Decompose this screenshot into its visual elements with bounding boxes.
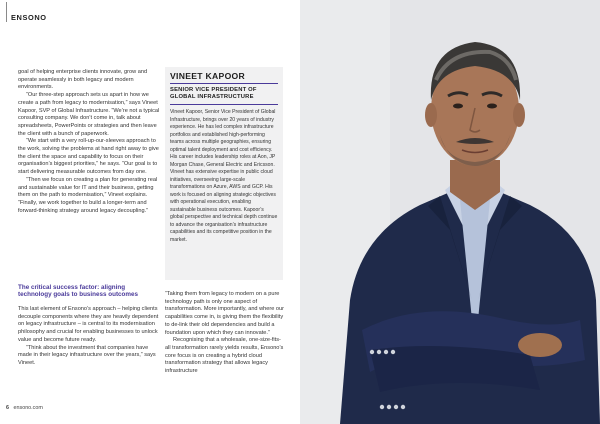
bio-box [165, 67, 283, 280]
paragraph: “Taking them from legacy to modern on a pure technology path is only one aspect of transformation. More importantly, and where our capabilities come in, is giving them the flexibility to de-link their old dependencies and build a foundation upon which they can innovate.” [165, 291, 284, 336]
paragraph: “Then we focus on creating a plan for generating real and sustainable value for IT and their business, getting them on the path to modernisation,” Vineet explains. “Finally, we work together to build a longer-term and forward-thinking strategy around legacy decoupling.” [18, 176, 158, 214]
paragraph: goal of helping enterprise clients innovate, grow and operate seamlessly in both legacy and modern environments. [18, 69, 148, 91]
paragraph: “Think about the investment that companies have made in their legacy infrastructure over the years,” says Vineet. [18, 344, 156, 366]
article-column-left [18, 69, 160, 215]
section-subheading: The critical success factor: aligning technology goals to business outcomes [18, 284, 139, 299]
paragraph: “We start with a very roll-up-our-sleeves approach to the work, solving the problems at hand right away to give the client the space and capability to focus on their organisation’s biggest priorities,” he says. “Our goal is to start delivering measurable outcomes from day one. [18, 138, 159, 176]
bio-name: VINEET KAPOOR [170, 71, 246, 81]
article-column-left-lower [18, 306, 160, 368]
article-column-middle [165, 291, 285, 376]
page-footer [6, 405, 43, 411]
bio-title: SENIOR VICE PRESIDENT OF GLOBAL INFRASTRUCTURE [170, 87, 257, 100]
footer-site: ensono.com [13, 405, 43, 411]
bio-divider-lower [170, 104, 278, 105]
portrait-photo [300, 0, 600, 424]
bio-divider [170, 83, 278, 84]
paragraph: Recognising that a wholesale, one-size-fits-all transformation rarely yields results, Ensono’s core focus is on creating a hybrid cloud transformation strategy that allows legacy infrastructure [165, 337, 284, 375]
page-number: 6 [6, 405, 9, 411]
paragraph: This last element of Ensono’s approach – helping clients decouple components where they are heavily dependent on legacy infrastructure – is central to its modernisation philosophy and crucial for enabling businesses to unlock value and become future ready. [18, 306, 159, 343]
bio-text: Vineet Kapoor, Senior Vice President of Global Infrastructure, brings over 20 years of industry experience. He has led complex infrastructure portfolios and established high-performing teams across multiple geographies, ensuring optimal talent deployment and cost efficiency. His career includes leadership roles at Aon, JP Morgan Chase, General Electric and Ericsson. Vineet has extensive expertise in public cloud initiatives, overseeing large-scale transformations on Azure, AWS and GCP. His work is focused on aligning strategic objectives with operational execution, enabling sustainable business outcomes. Kapoor’s global perspective and technical depth continue to advance the organisation’s infrastructure capabilities and its competitive position in the market. [170, 109, 278, 243]
brand-rule [6, 2, 7, 22]
portrait-illustration [300, 0, 600, 424]
brand-name: ENSONO [11, 13, 47, 22]
paragraph: “Our three-step approach sets us apart in how we create a path from legacy to modernisation,” says Vineet Kapoor, SVP of Global Infrastructure. “We’re not a typical consulting company. We don’t come in, talk about spreadsheets, PowerPoints or strategies and then leave the client with a bunch of paperwork. [18, 92, 160, 137]
